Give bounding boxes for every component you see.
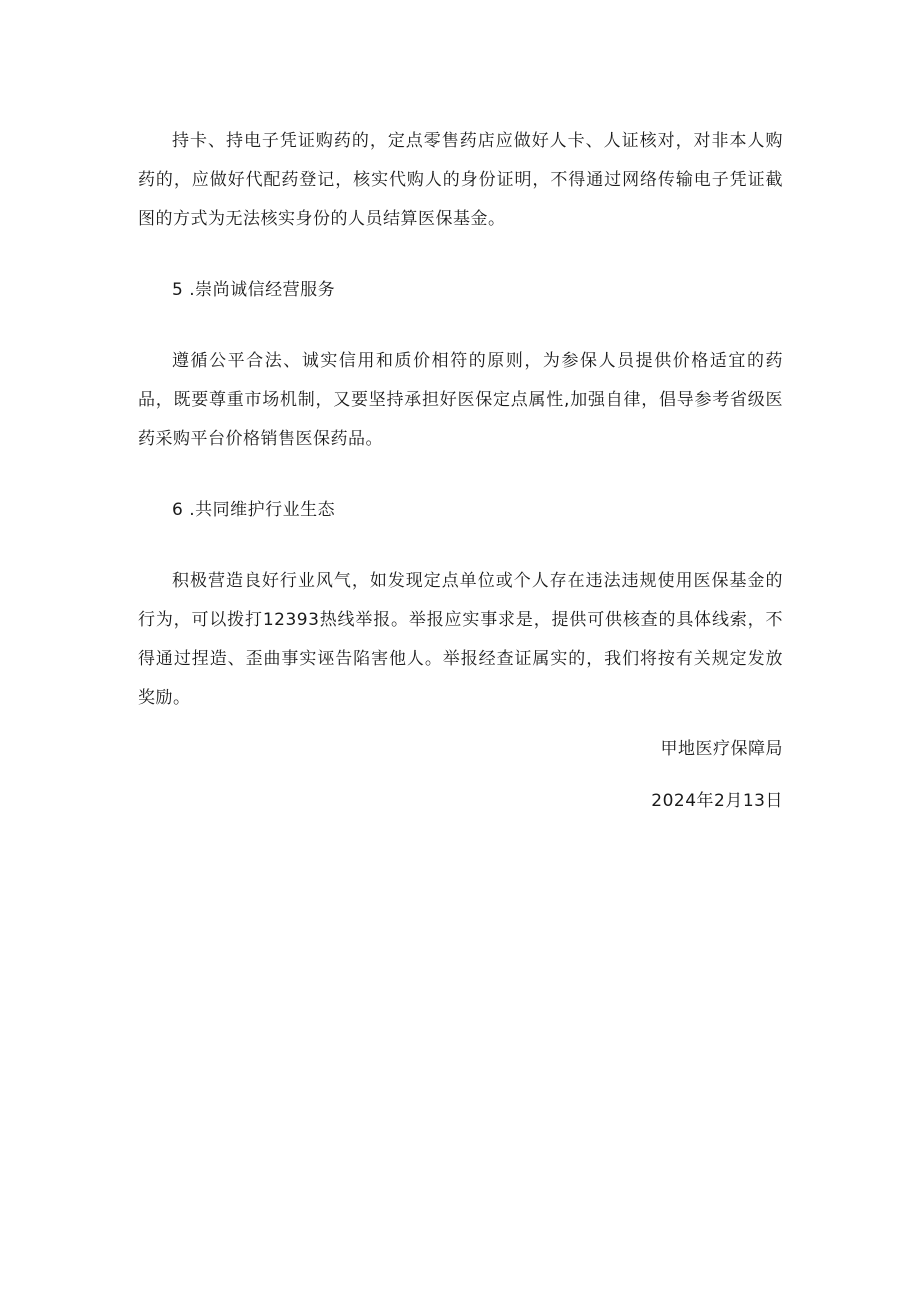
document-body	[138, 122, 783, 821]
paragraph-industry-ecology: 积极营造良好行业风气，如发现定点单位或个人存在违法违规使用医保基金的行为，可以拨打12393热线举报。举报应实事求是，提供可供核查的具体线索，不得通过捏造、歪曲事实诬告陷害他人。举报经查证属实的，我们将按有关规定发放奖励。	[138, 571, 783, 708]
issue-date: 2024年2月13日	[651, 791, 783, 811]
section-heading-6: 6 .共同维护行业生态	[172, 500, 336, 520]
paragraph-integrity-service: 遵循公平合法、诚实信用和质价相符的原则，为参保人员提供价格适宜的药品，既要尊重市场机制，又要坚持承担好医保定点属性,加强自律，倡导参考省级医药采购平台价格销售医保药品。	[138, 351, 783, 449]
paragraph-card-verification: 持卡、持电子凭证购药的，定点零售药店应做好人卡、人证核对，对非本人购药的，应做好代配药登记，核实代购人的身份证明，不得通过网络传输电子凭证截图的方式为无法核实身份的人员结算医保基金。	[138, 131, 783, 229]
issuer-signature: 甲地医疗保障局	[660, 739, 783, 759]
section-heading-5: 5 .崇尚诚信经营服务	[172, 280, 336, 300]
